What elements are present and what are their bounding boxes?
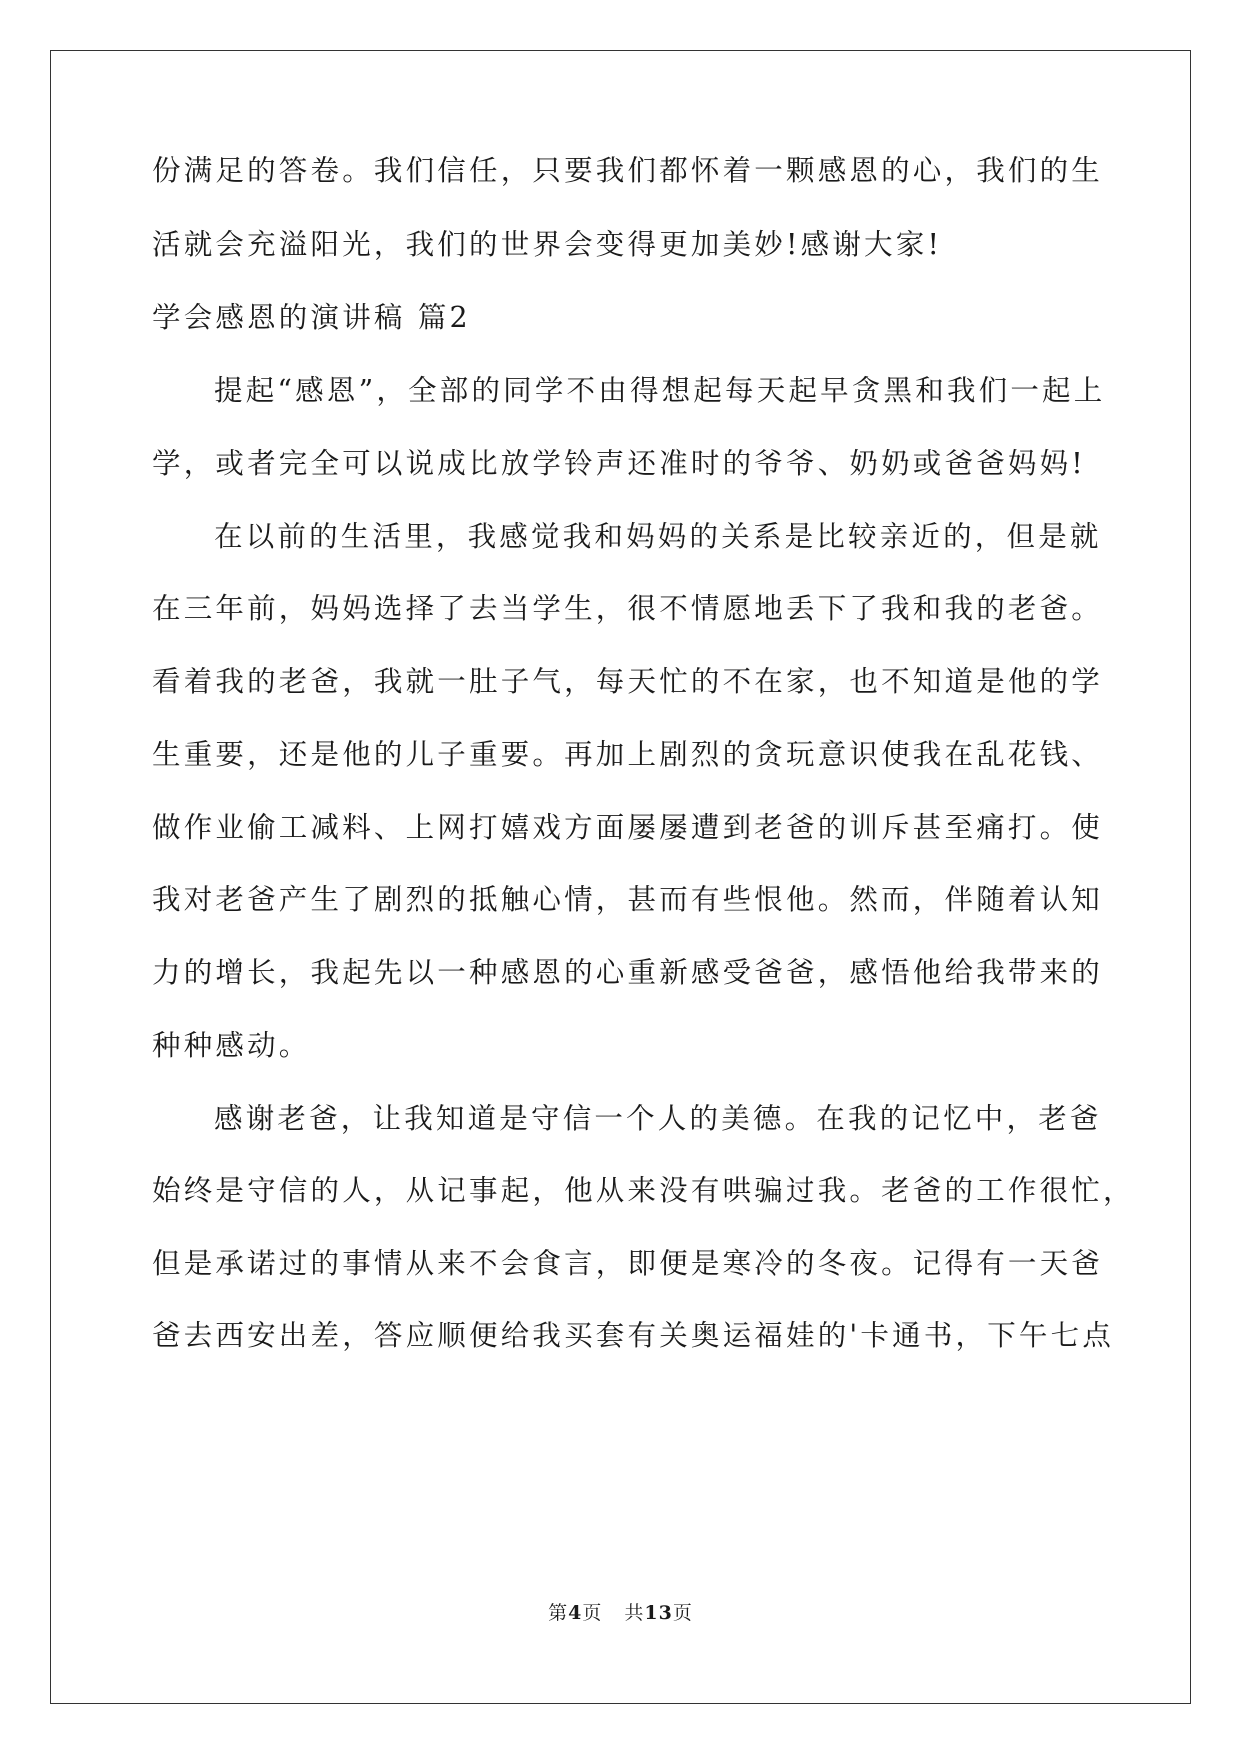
text-line: 爸去西安出差，答应顺便给我买套有关奥运福娃的'卡通书，下午七点: [152, 1319, 1115, 1352]
text-line: 生重要，还是他的儿子重要。再加上剧烈的贪玩意识使我在乱花钱、: [152, 738, 1104, 771]
text-line: 看着我的老爸，我就一肚子气，每天忙的不在家，也不知道是他的学: [152, 665, 1104, 698]
page-number: 4: [568, 1602, 583, 1624]
text-line: 但是承诺过的事情从来不会食言，即便是寒冷的冬夜。记得有一天爸: [152, 1247, 1104, 1280]
text-line: 我对老爸产生了剧烈的抵触心情，甚而有些恨他。然而，伴随着认知: [152, 883, 1104, 916]
text-line: 始终是守信的人，从记事起，他从来没有哄骗过我。老爸的工作很忙，: [152, 1174, 1135, 1207]
text-line: 感谢老爸，让我知道是守信一个人的美德。在我的记忆中，老爸: [214, 1102, 1102, 1135]
total-label-prefix: 共: [624, 1602, 645, 1624]
total-label-suffix: 页: [672, 1602, 693, 1624]
text-line: 力的增长，我起先以一种感恩的心重新感受爸爸，感悟他给我带来的: [152, 956, 1104, 989]
page-footer: [0, 1598, 1241, 1625]
text-line: 种种感动。: [152, 1029, 311, 1062]
page-label-suffix: 页: [582, 1602, 603, 1624]
page-label-prefix: 第: [548, 1602, 569, 1624]
text-line: 在以前的生活里，我感觉我和妈妈的关系是比较亲近的，但是就: [214, 520, 1102, 553]
total-pages: 13: [644, 1602, 673, 1624]
text-line: 在三年前，妈妈选择了去当学生，很不情愿地丢下了我和我的老爸。: [152, 592, 1104, 625]
text-line: 做作业偷工减料、上网打嬉戏方面屡屡遭到老爸的训斥甚至痛打。使: [152, 811, 1104, 844]
section-heading: 学会感恩的演讲稿 篇2: [152, 301, 471, 334]
text-line: 提起“感恩”，全部的同学不由得想起每天起早贪黑和我们一起上: [214, 374, 1106, 407]
text-line: 学，或者完全可以说成比放学铃声还准时的爷爷、奶奶或爸爸妈妈!: [152, 447, 1086, 480]
text-line: 份满足的答卷。我们信任，只要我们都怀着一颗感恩的心，我们的生: [152, 154, 1104, 187]
text-line: 活就会充溢阳光，我们的世界会变得更加美妙!感谢大家!: [152, 228, 943, 261]
